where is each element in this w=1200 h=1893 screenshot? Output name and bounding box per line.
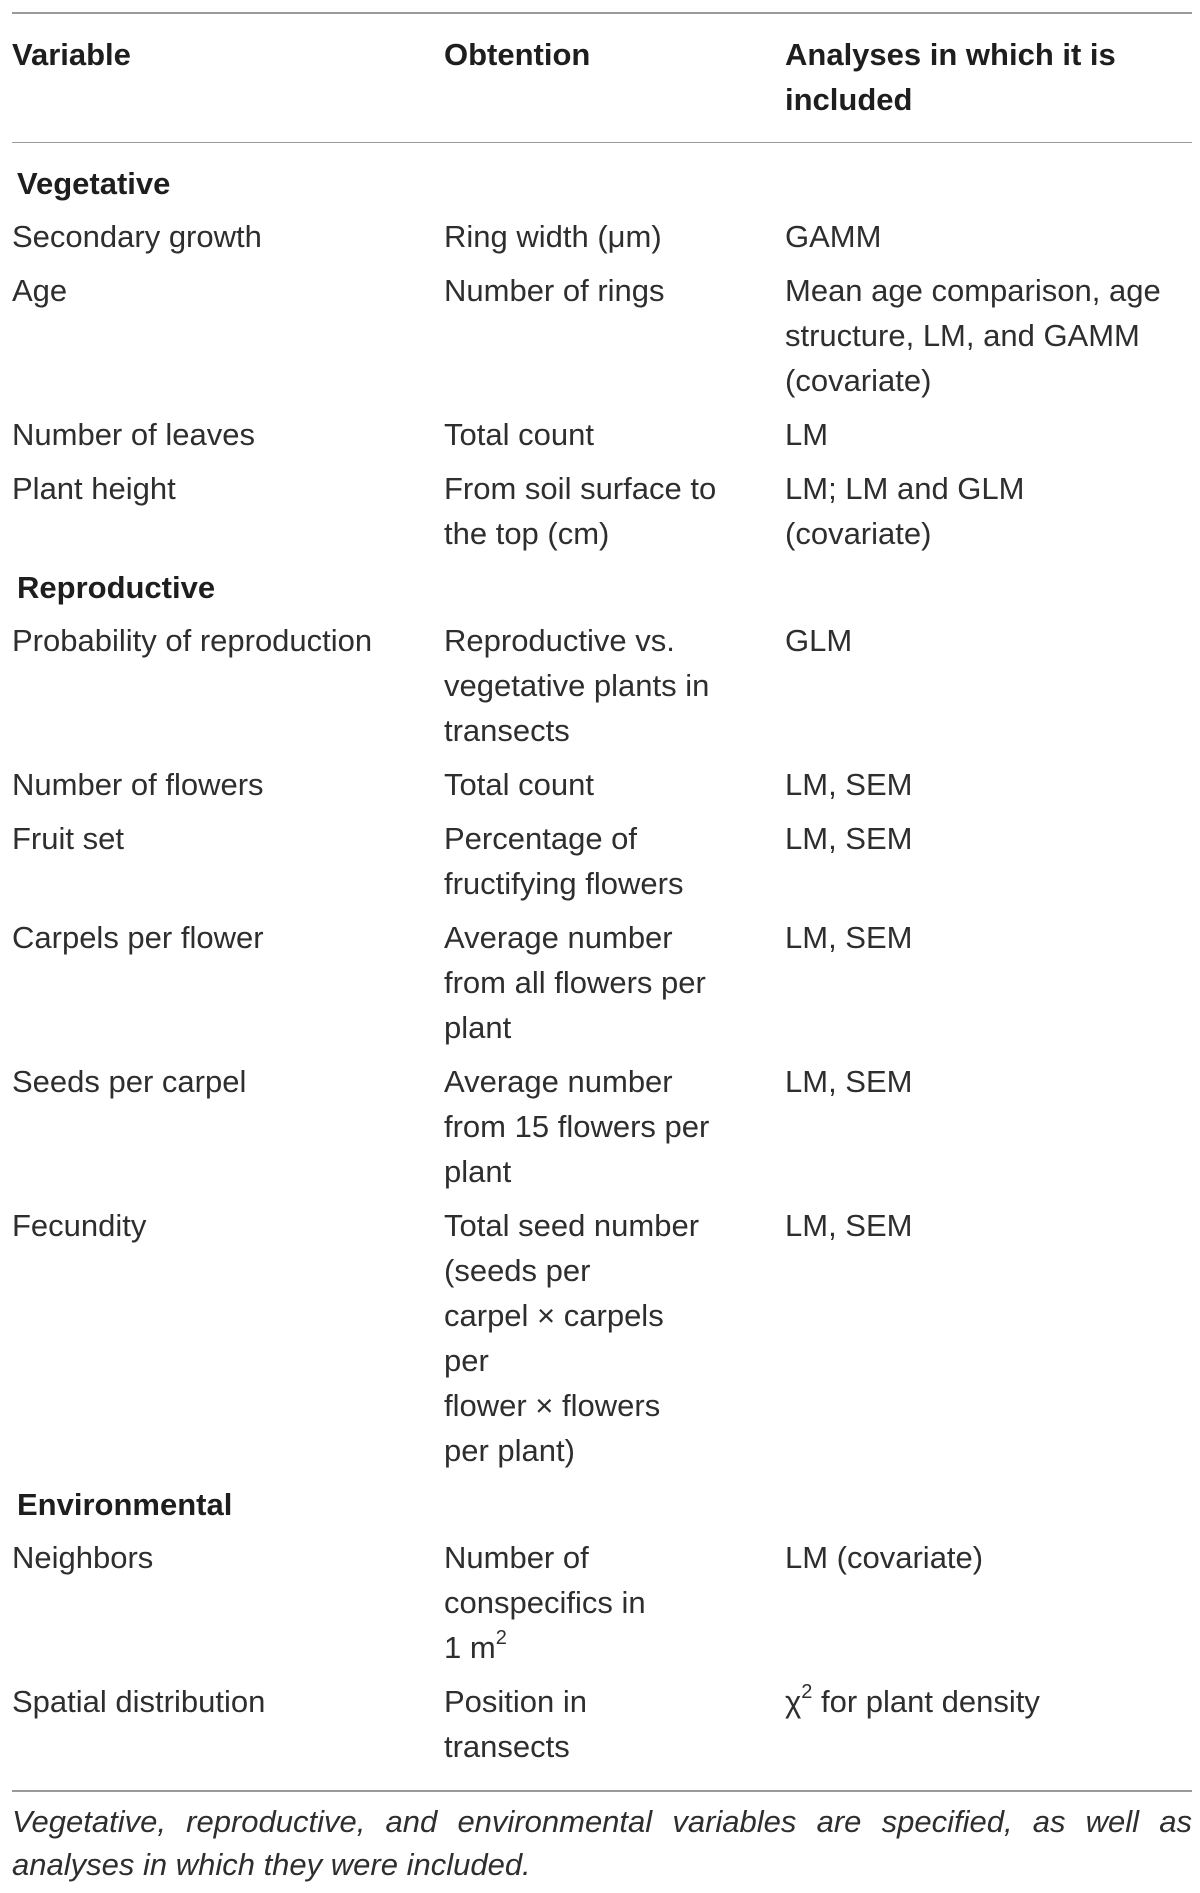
- cell-obtention: Total count: [444, 417, 594, 453]
- cell-analyses: LM, SEM: [785, 821, 913, 857]
- table-row: [12, 1203, 1192, 1482]
- variables-table-body: [12, 143, 1192, 1778]
- cell-line: 1 m: [444, 1630, 496, 1666]
- cell-line: Total seed number: [444, 1208, 700, 1244]
- cell-variable: Secondary growth: [12, 219, 262, 255]
- cell-line: plant: [444, 1154, 512, 1190]
- cell-obtention: Total count: [444, 767, 594, 803]
- cell-line: carpel × carpels: [444, 1298, 664, 1334]
- cell-analyses: [785, 1679, 1192, 1778]
- cell-line: structure, LM, and GAMM: [785, 318, 1140, 354]
- cell-line: from 15 flowers per: [444, 1109, 710, 1145]
- section-row-environmental: [12, 1482, 1192, 1535]
- cell-line: the top (cm): [444, 516, 610, 552]
- cell-obtention: [444, 1203, 785, 1482]
- cell-variable: Neighbors: [12, 1540, 154, 1576]
- table-row: [12, 1679, 1192, 1778]
- superscript: 2: [801, 1680, 813, 1703]
- header-obtention: Obtention: [444, 36, 591, 72]
- cell-line: LM; LM and GLM: [785, 471, 1025, 507]
- header-analyses-line2: included: [785, 81, 913, 117]
- cell-analyses: [785, 466, 1192, 565]
- table-row: [12, 762, 1192, 816]
- cell-variable: Number of flowers: [12, 767, 264, 803]
- cell-variable: Age: [12, 273, 68, 309]
- data-table-container: [12, 12, 1192, 1886]
- cell-line: from all flowers per: [444, 965, 706, 1001]
- cell-line: Reproductive vs.: [444, 623, 675, 659]
- cell-analyses: LM: [785, 417, 829, 453]
- table-row: [12, 816, 1192, 915]
- cell-analyses: LM (covariate): [785, 1540, 984, 1576]
- cell-line: flower × flowers: [444, 1388, 661, 1424]
- cell-analyses: LM, SEM: [785, 920, 913, 956]
- table-row: [12, 268, 1192, 412]
- cell-variable: Seeds per carpel: [12, 1064, 247, 1100]
- cell-line: (covariate): [785, 363, 932, 399]
- cell-analyses: [785, 268, 1192, 412]
- section-row-vegetative: [12, 143, 1192, 214]
- cell-line: conspecifics in: [444, 1585, 646, 1621]
- cell-analyses: LM, SEM: [785, 1208, 913, 1244]
- chi-symbol: χ: [785, 1684, 802, 1720]
- cell-line: Mean age comparison, age: [785, 273, 1161, 309]
- cell-obtention: [444, 618, 785, 762]
- cell-analyses: GAMM: [785, 219, 882, 255]
- table-row: [12, 412, 1192, 466]
- cell-obtention: Number of rings: [444, 273, 665, 309]
- cell-line: (seeds per: [444, 1253, 591, 1289]
- cell-line: Number of: [444, 1540, 589, 1576]
- section-label-reproductive: Reproductive: [17, 570, 216, 606]
- table-header-row: [12, 14, 1192, 142]
- table-row: [12, 1535, 1192, 1679]
- cell-obtention: [444, 1679, 785, 1778]
- cell-line: transects: [444, 713, 570, 749]
- section-row-reproductive: [12, 565, 1192, 618]
- cell-obtention: Ring width (μm): [444, 219, 662, 255]
- table-footnote: Vegetative, reproductive, and environmental variables are specified, as well as analyses in which they were included.: [12, 1803, 1192, 1882]
- table-row: [12, 618, 1192, 762]
- section-label-vegetative: Vegetative: [17, 166, 171, 202]
- cell-obtention: [444, 466, 785, 565]
- cell-line: Average number: [444, 1064, 673, 1100]
- cell-variable: Fruit set: [12, 821, 124, 857]
- cell-variable: Probability of reproduction: [12, 623, 373, 659]
- superscript: 2: [495, 1626, 507, 1649]
- cell-analyses: LM, SEM: [785, 1064, 913, 1100]
- section-label-environmental: Environmental: [17, 1487, 233, 1523]
- cell-line: (covariate): [785, 516, 932, 552]
- cell-line: Average number: [444, 920, 673, 956]
- header-variable: Variable: [12, 36, 131, 72]
- cell-analyses: GLM: [785, 623, 853, 659]
- cell-line: for plant density: [812, 1684, 1040, 1720]
- cell-obtention: [444, 816, 785, 915]
- cell-line: plant: [444, 1010, 512, 1046]
- cell-obtention: [444, 915, 785, 1059]
- cell-analyses: LM, SEM: [785, 767, 913, 803]
- variables-table: [12, 14, 1192, 142]
- cell-variable: Carpels per flower: [12, 920, 264, 956]
- table-row: [12, 1059, 1192, 1203]
- header-analyses-line1: Analyses in which it is: [785, 36, 1116, 72]
- cell-line: fructifying flowers: [444, 866, 684, 902]
- cell-variable: Spatial distribution: [12, 1684, 266, 1720]
- cell-line: Position in: [444, 1684, 588, 1720]
- cell-obtention: [444, 1059, 785, 1203]
- header-analyses: [785, 14, 1192, 142]
- cell-variable: Number of leaves: [12, 417, 255, 453]
- table-row: [12, 915, 1192, 1059]
- cell-line: From soil surface to: [444, 471, 717, 507]
- cell-obtention: [444, 1535, 785, 1679]
- cell-line: vegetative plants in: [444, 668, 710, 704]
- cell-line: per plant): [444, 1433, 575, 1469]
- cell-line: per: [444, 1343, 489, 1379]
- table-row: [12, 466, 1192, 565]
- cell-line: Percentage of: [444, 821, 638, 857]
- table-row: [12, 214, 1192, 268]
- cell-variable: Plant height: [12, 471, 176, 507]
- cell-line: transects: [444, 1729, 570, 1765]
- cell-variable: Fecundity: [12, 1208, 147, 1244]
